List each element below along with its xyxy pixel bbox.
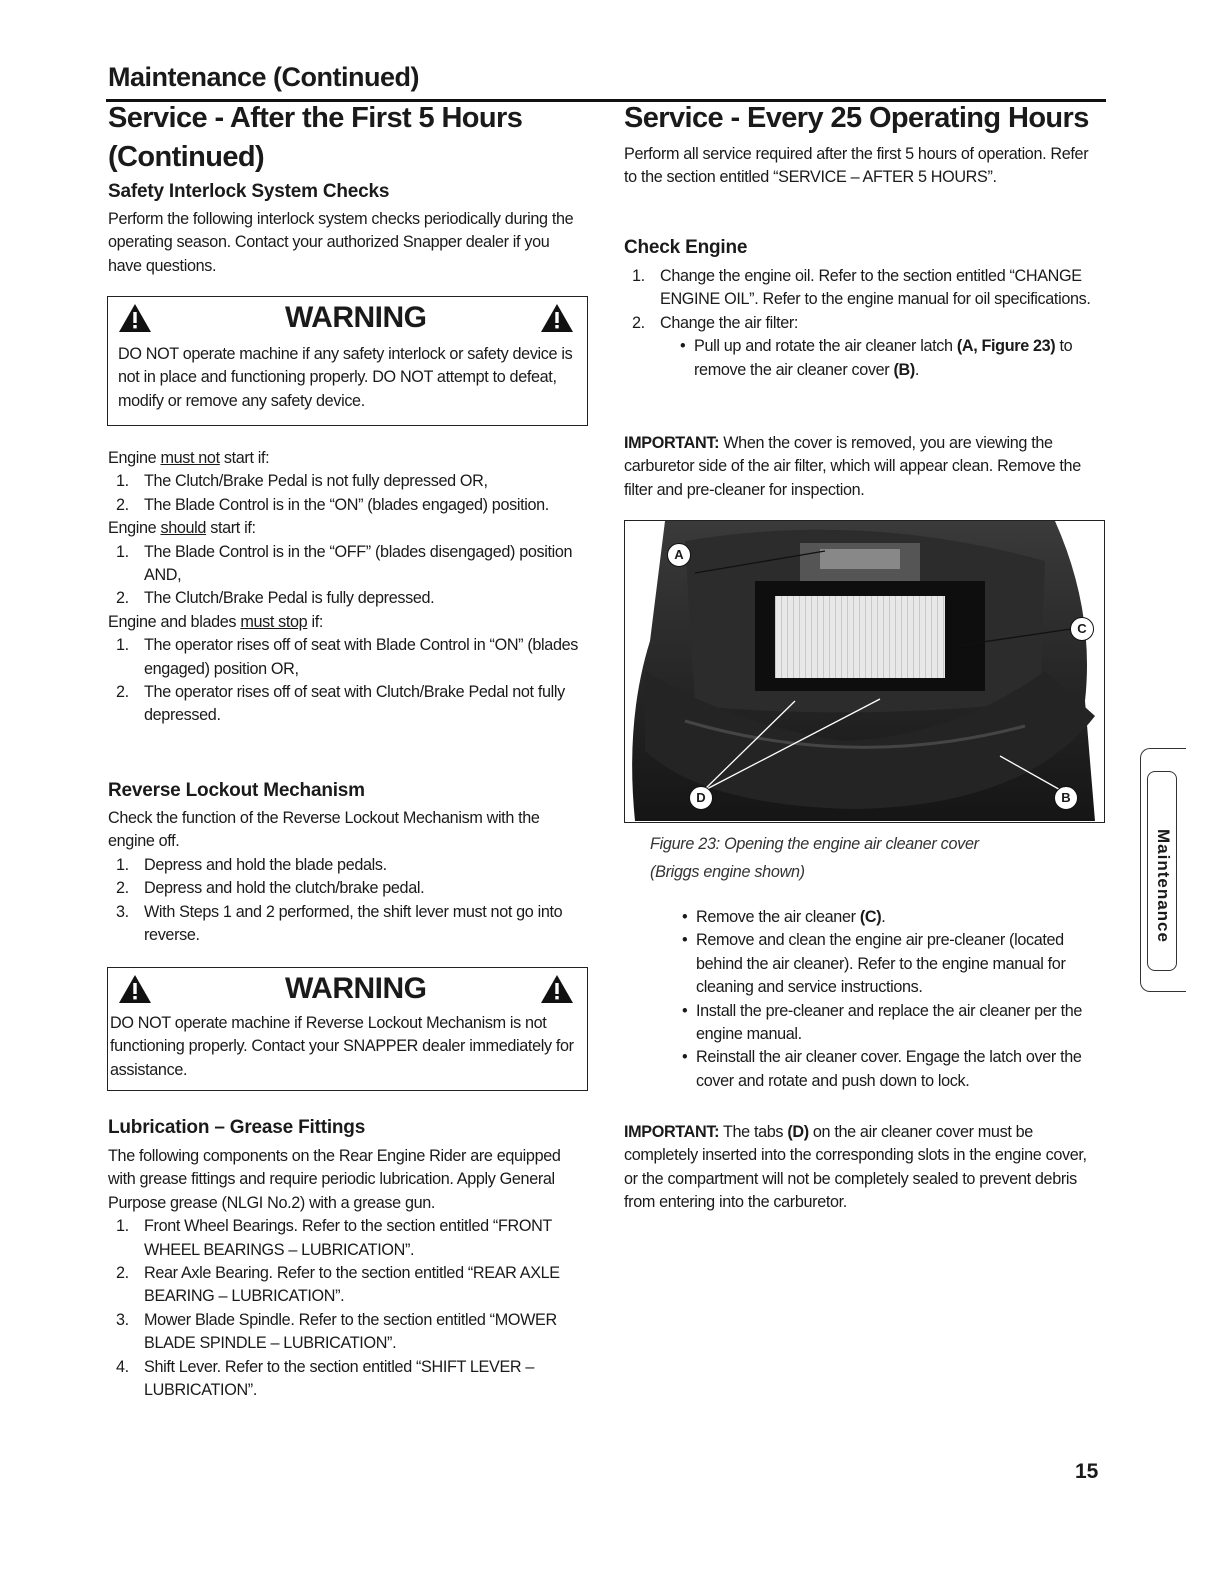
page-header-title: Maintenance (Continued)	[108, 62, 419, 92]
list-item: 1. Change the engine oil. Refer to the section entitled “CHANGE ENGINE OIL”. Refer to the engine manual for oil specifications.	[632, 267, 1091, 309]
list-item: 1. The Blade Control is in the “OFF” (blades disengaged) position AND,	[116, 542, 573, 585]
important-label: IMPORTANT:	[624, 434, 720, 452]
reverse-lockout-heading: Reverse Lockout Mechanism	[108, 780, 365, 801]
lubrication-heading: Lubrication – Grease Fittings	[108, 1117, 366, 1138]
engine-must-stop-lead: Engine and blades must stop if:	[108, 612, 324, 631]
list-item: 1. Depress and hold the blade pedals.	[116, 855, 387, 874]
bullet-item: • Remove and clean the engine air pre-cleaner (located behind the air cleaner). Refer to the engine manual for cleaning and service instructions.	[682, 929, 1102, 999]
page-number: 15	[1075, 1460, 1099, 1483]
warning-title: WARNING	[285, 301, 427, 334]
figure-caption-line1: Figure 23: Opening the engine air cleaner cover	[650, 835, 979, 853]
right-section-title: Service - Every 25 Operating Hours	[624, 102, 1089, 134]
lubrication-block	[108, 1145, 578, 1402]
callout-b: B	[1054, 786, 1078, 810]
reverse-lockout-block	[108, 807, 578, 947]
list-item: 1. The operator rises off of seat with Blade Control in “ON” (blades engaged) position OR,	[116, 636, 579, 678]
list-item: 4. Shift Lever. Refer to the section entitled “SHIFT LEVER – LUBRICATION”.	[116, 1357, 535, 1400]
side-tab-label: Maintenance	[1154, 829, 1173, 943]
important-note-1: IMPORTANT: When the cover is removed, you are viewing the carburetor side of the air filter, which will appear clean. Remove the filter and pre-cleaner for inspection.	[624, 434, 1081, 499]
list-item: 2. Change the air filter:	[632, 313, 799, 332]
list-item: 3. Mower Blade Spindle. Refer to the section entitled “MOWER BLADE SPINDLE – LUBRICATION”.	[116, 1310, 557, 1353]
callout-d: D	[689, 786, 713, 810]
engine-must-not-lead: Engine must not start if:	[108, 449, 270, 467]
list-item: 3. With Steps 1 and 2 performed, the shift lever must not go into reverse.	[116, 902, 563, 945]
air-cleaner-photo-image	[625, 521, 1103, 821]
bullet-item: • Pull up and rotate the air cleaner latch (A, Figure 23) to remove the air cleaner cover (B).	[680, 335, 1094, 382]
list-item: 2. Depress and hold the clutch/brake pedal.	[116, 879, 425, 898]
bullet-item: • Remove the air cleaner (C).	[682, 906, 1102, 929]
list-item: 1. The Clutch/Brake Pedal is not fully depressed OR,	[116, 472, 488, 491]
callout-c: C	[1070, 617, 1094, 641]
important-note-2: IMPORTANT: The tabs (D) on the air cleaner cover must be completely inserted into the corresponding slots in the engine cover, or the compartment will not be completely sealed to prevent debris from entering into the carburetor.	[624, 1123, 1087, 1212]
warning-text: DO NOT operate machine if Reverse Lockout Mechanism is not functioning properly. Contact your SNAPPER dealer immediately for assistance.	[110, 1014, 574, 1079]
reverse-lockout-intro: Check the function of the Reverse Lockout Mechanism with the engine off.	[108, 809, 540, 851]
bullet-item: • Install the pre-cleaner and replace the air cleaner per the engine manual.	[682, 1000, 1102, 1047]
warning-title: WARNING	[285, 972, 427, 1005]
important-label: IMPORTANT:	[624, 1123, 720, 1141]
warning-triangle-icon	[118, 303, 152, 333]
bullet-item: • Reinstall the air cleaner cover. Engage the latch over the cover and rotate and push down to lock.	[682, 1046, 1102, 1093]
right-intro: Perform all service required after the first 5 hours of operation. Refer to the section entitled “SERVICE – AFTER 5 HOURS”.	[624, 145, 1089, 187]
safety-interlock-intro: Perform the following interlock system checks periodically during the operating season. Contact your authorized Snapper dealer if you have questions.	[108, 210, 574, 275]
list-item: 2. The Clutch/Brake Pedal is fully depressed.	[116, 589, 435, 608]
left-section-title-line1: Service - After the First 5 Hours	[108, 102, 523, 134]
figure-23-photo	[624, 520, 1105, 823]
warning-box-reverse-lockout	[107, 967, 588, 1091]
warning-box-interlock	[107, 296, 588, 426]
warning-triangle-icon	[540, 303, 574, 333]
check-engine-heading: Check Engine	[624, 237, 748, 258]
left-section-title-line2: (Continued)	[108, 141, 265, 173]
warning-triangle-icon	[118, 974, 152, 1004]
lubrication-intro: The following components on the Rear Engine Rider are equipped with grease fittings and require periodic lubrication. Apply General Purpose grease (NLGI No.2) with a grease gun.	[108, 1147, 561, 1212]
callout-a: A	[667, 543, 691, 567]
check-engine-block	[624, 265, 1094, 382]
warning-text: DO NOT operate machine if any safety interlock or safety device is not in place and functioning properly. DO NOT attempt to defeat, modify or remove any safety device.	[118, 345, 573, 410]
air-cleaner-bullets	[682, 906, 1102, 1093]
maintenance-side-tab	[1140, 748, 1186, 992]
engine-must-not-block	[108, 447, 578, 728]
warning-triangle-icon	[540, 974, 574, 1004]
figure-caption-line2: (Briggs engine shown)	[650, 863, 805, 881]
engine-should-lead: Engine should start if:	[108, 519, 256, 538]
list-item: 2. The Blade Control is in the “ON” (blades engaged) position.	[116, 495, 549, 514]
list-item: 1. Front Wheel Bearings. Refer to the section entitled “FRONT WHEEL BEARINGS – LUBRICATION”.	[116, 1217, 552, 1259]
list-item: 2. Rear Axle Bearing. Refer to the section entitled “REAR AXLE BEARING – LUBRICATION”.	[116, 1264, 560, 1306]
safety-interlock-heading: Safety Interlock System Checks	[108, 181, 390, 202]
list-item: 2. The operator rises off of seat with Clutch/Brake Pedal not fully depressed.	[116, 683, 565, 725]
